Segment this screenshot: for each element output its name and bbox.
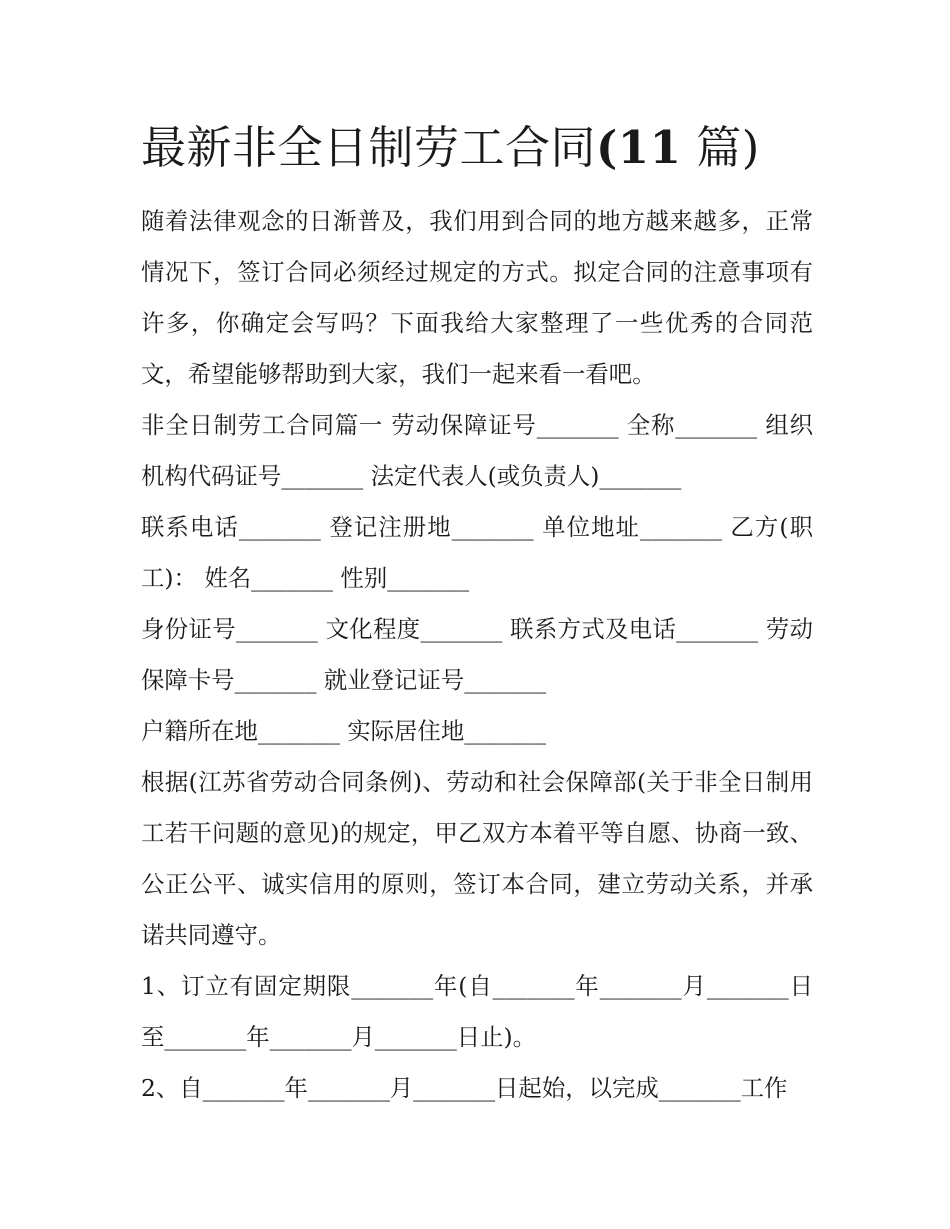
clause-2-paragraph: 2、自_______年_______月_______日起始，以完成_______工作	[141, 1074, 788, 1102]
intro-paragraph: 随着法律观念的日渐普及，我们用到合同的地方越来越多，正常情况下，签订合同必须经过规定的方式。拟定合同的注意事项有许多，你确定会写吗？下面我给大家整理了一些优秀的合同范文，希望能够帮助到大家，我们一起来看一看吧。	[141, 207, 813, 388]
employer-info-paragraph: 非全日制劳工合同篇一 劳动保障证号_______ 全称_______ 组织机构代码证号_______ 法定代表人(或负责人)_______	[141, 411, 813, 490]
document-title: 最新非全日制劳工合同(11 篇)	[141, 121, 760, 174]
clause-1-paragraph: 1、订立有固定期限_______年(自_______年_______月_______日至_______年_______月_______日止)。	[141, 972, 813, 1051]
employee-id-paragraph: 身份证号_______ 文化程度_______ 联系方式及电话_______ 劳动保障卡号_______ 就业登记证号_______	[141, 615, 813, 694]
employer-contact-paragraph: 联系电话_______ 登记注册地_______ 单位地址_______ 乙方(职工)： 姓名_______ 性别_______	[141, 513, 813, 592]
legal-basis-paragraph: 根据(江苏省劳动合同条例)、劳动和社会保障部(关于非全日制用工若干问题的意见)的规定，甲乙双方本着平等自愿、协商一致、公正公平、诚实信用的原则，签订本合同，建立劳动关系，并承诺共同遵守。	[141, 768, 813, 949]
employee-residence-paragraph: 户籍所在地_______ 实际居住地_______	[141, 717, 547, 745]
document-page	[141, 112, 813, 1114]
